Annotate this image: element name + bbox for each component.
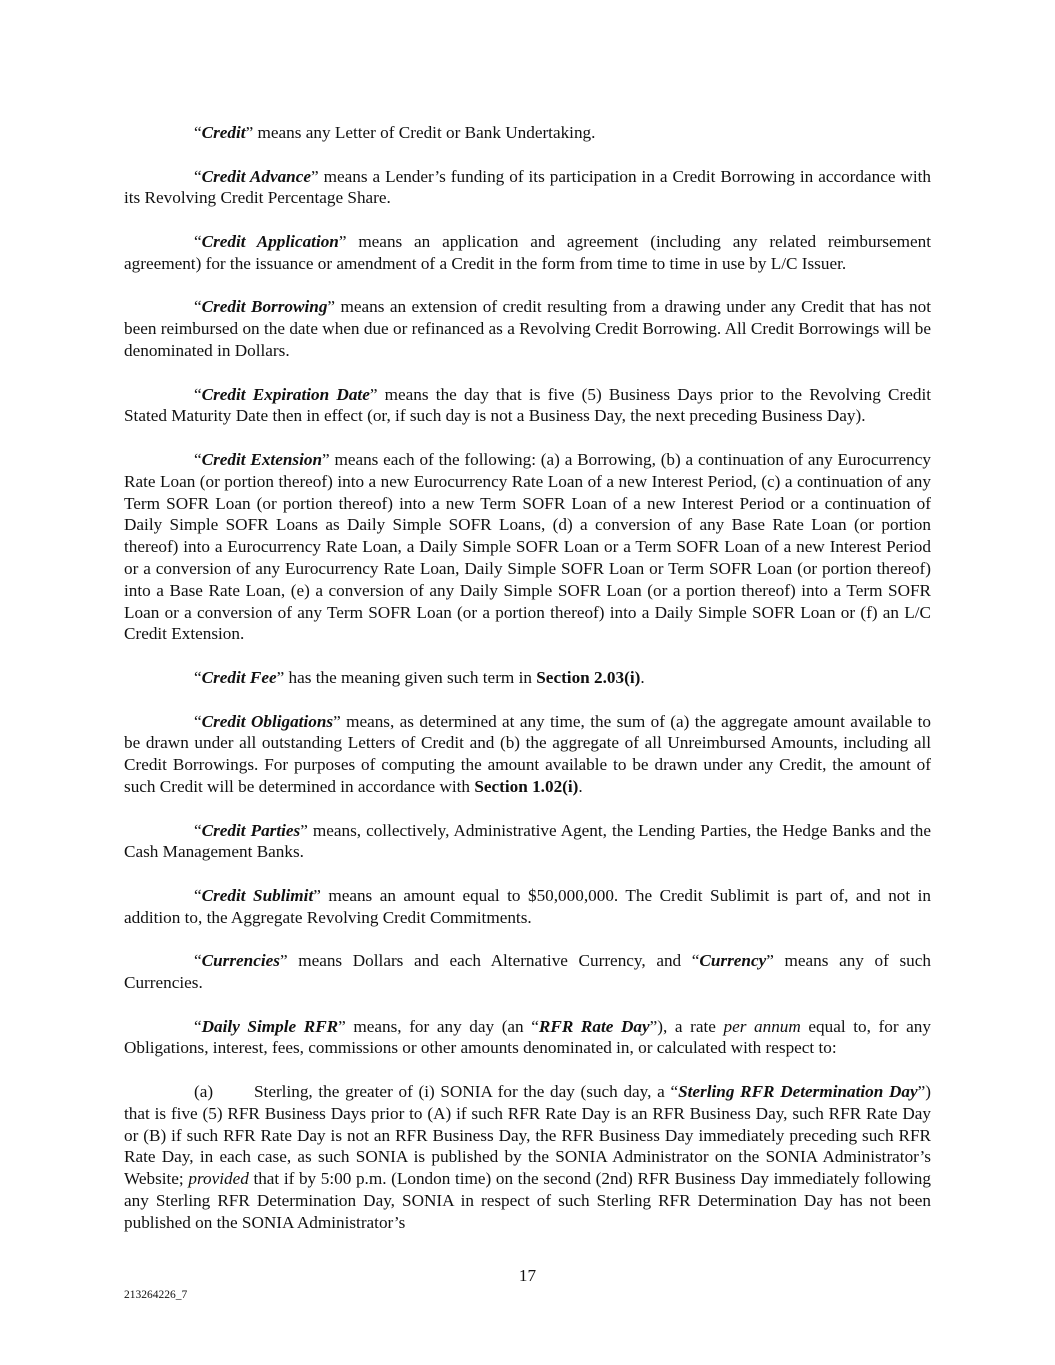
definition-paragraph: “Daily Simple RFR” means, for any day (an “RFR Rate Day”), a rate per annum equal to, for any Obligations, interest, fees, commissions or other amounts denominated in, or calculated with respect to:	[124, 1016, 931, 1058]
defined-term: Credit Application	[201, 231, 339, 251]
defined-term: Credit Advance	[201, 166, 311, 186]
definition-paragraph: “Credit Extension” means each of the following: (a) a Borrowing, (b) a continuation of any Eurocurrency Rate Loan (or portion thereof) into a new Eurocurrency Rate Loan of a new Interest Period, (c) a continuation of any Term SOFR Loan (or portion thereof) into a new Term SOFR Loan of a new Interest Period or a continuation of Daily Simple SOFR Loans as Daily Simple SOFR Loans, (d) a conversion of any Base Rate Loan (or portion thereof) into a Eurocurrency Rate Loan, a Daily Simple SOFR Loan or a Term SOFR Loan of a new Interest Period or a conversion of any Eurocurrency Rate Loan, Daily Simple SOFR Loan or Term SOFR Loan (or portion thereof) into a Base Rate Loan, (e) a conversion of any Daily Simple SOFR Loan (or a portion thereof) into a Term SOFR Loan or a conversion of any Term SOFR Loan (or a portion thereof) into a Daily Simple SOFR Loan or (f) an L/C Credit Extension.	[124, 449, 931, 644]
definition-paragraph: “Credit Application” means an application and agreement (including any related reimbursement agreement) for the issuance or amendment of a Credit in the form from time to time in use by L/C Issuer.	[124, 231, 931, 273]
definition-paragraph: “Credit” means any Letter of Credit or Bank Undertaking.	[194, 123, 596, 142]
defined-term: Credit Obligations	[201, 711, 334, 731]
definitions-body	[124, 122, 931, 1255]
clause-a-paragraph: (a) Sterling, the greater of (i) SONIA for the day (such day, a “Sterling RFR Determination Day”) that is five (5) RFR Business Days prior to (A) if such RFR Rate Day is an RFR Business Day, such RFR Rate Day or (B) if such RFR Rate Day is not an RFR Business Day, the RFR Business Day immediately preceding such RFR Rate Day, in each case, as such SONIA is published by the SONIA Administrator on the SONIA Administrator’s Website; provided that if by 5:00 p.m. (London time) on the second (2nd) RFR Business Day immediately following any Sterling RFR Determination Day, SONIA in respect of such Sterling RFR Determination Day has not been published on the SONIA Administrator’s	[124, 1082, 932, 1232]
italic-phrase: per annum	[723, 1016, 801, 1036]
defined-term: Credit Borrowing	[201, 297, 328, 317]
italic-phrase: provided	[188, 1169, 249, 1189]
defined-term: Daily Simple RFR	[201, 1016, 339, 1036]
section-reference: Section 2.03(i)	[536, 667, 641, 687]
defined-term: Credit Expiration Date	[201, 384, 370, 404]
page-number: 17	[518, 1266, 537, 1285]
definition-paragraph: “Credit Sublimit” means an amount equal to $50,000,000. The Credit Sublimit is part of, and not in addition to, the Aggregate Revolving Credit Commitments.	[124, 885, 932, 927]
defined-term: Credit Fee	[201, 667, 277, 687]
definition-paragraph: “Credit Borrowing” means an extension of credit resulting from a drawing under any Credit that has not been reimbursed on the date when due or refinanced as a Revolving Credit Borrowing. All Credit Borrowings will be denominated in Dollars.	[124, 297, 931, 360]
defined-term: Credit	[201, 123, 246, 142]
section-reference: Section 1.02(i)	[474, 776, 579, 796]
defined-term: Currencies	[201, 951, 280, 971]
document-id: 213264226_7	[124, 1289, 188, 1301]
definition-paragraph: “Currencies” means Dollars and each Alternative Currency, and “Currency” means any of such Currencies.	[124, 951, 931, 993]
defined-term: Credit Sublimit	[201, 885, 314, 905]
definition-paragraph: “Credit Advance” means a Lender’s funding of its participation in a Credit Borrowing in accordance with its Revolving Credit Percentage Share.	[124, 166, 932, 208]
defined-term: RFR Rate Day	[538, 1016, 650, 1036]
defined-term: Credit Extension	[201, 449, 323, 469]
defined-term: Currency	[699, 951, 767, 971]
defined-term: Sterling RFR Determination Day	[678, 1082, 918, 1102]
clause-number: (a)	[194, 1082, 214, 1102]
defined-term: Credit Parties	[201, 820, 301, 840]
definition-paragraph: “Credit Expiration Date” means the day that is five (5) Business Days prior to the Revolving Credit Stated Maturity Date then in effect (or, if such day is not a Business Day, the next preceding Business Day).	[124, 384, 931, 426]
definition-paragraph: “Credit Obligations” means, as determined at any time, the sum of (a) the aggregate amount available to be drawn under all outstanding Letters of Credit and (b) the aggregate of all Unreimbursed Amounts, including all Credit Borrowings. For purposes of computing the amount available to be drawn under any Credit, the amount of such Credit will be determined in accordance with Section 1.02(i).	[124, 711, 932, 796]
definition-paragraph: “Credit Fee” has the meaning given such term in Section 2.03(i).	[194, 667, 645, 687]
definition-paragraph: “Credit Parties” means, collectively, Administrative Agent, the Lending Parties, the Hedge Banks and the Cash Management Banks.	[124, 820, 932, 862]
